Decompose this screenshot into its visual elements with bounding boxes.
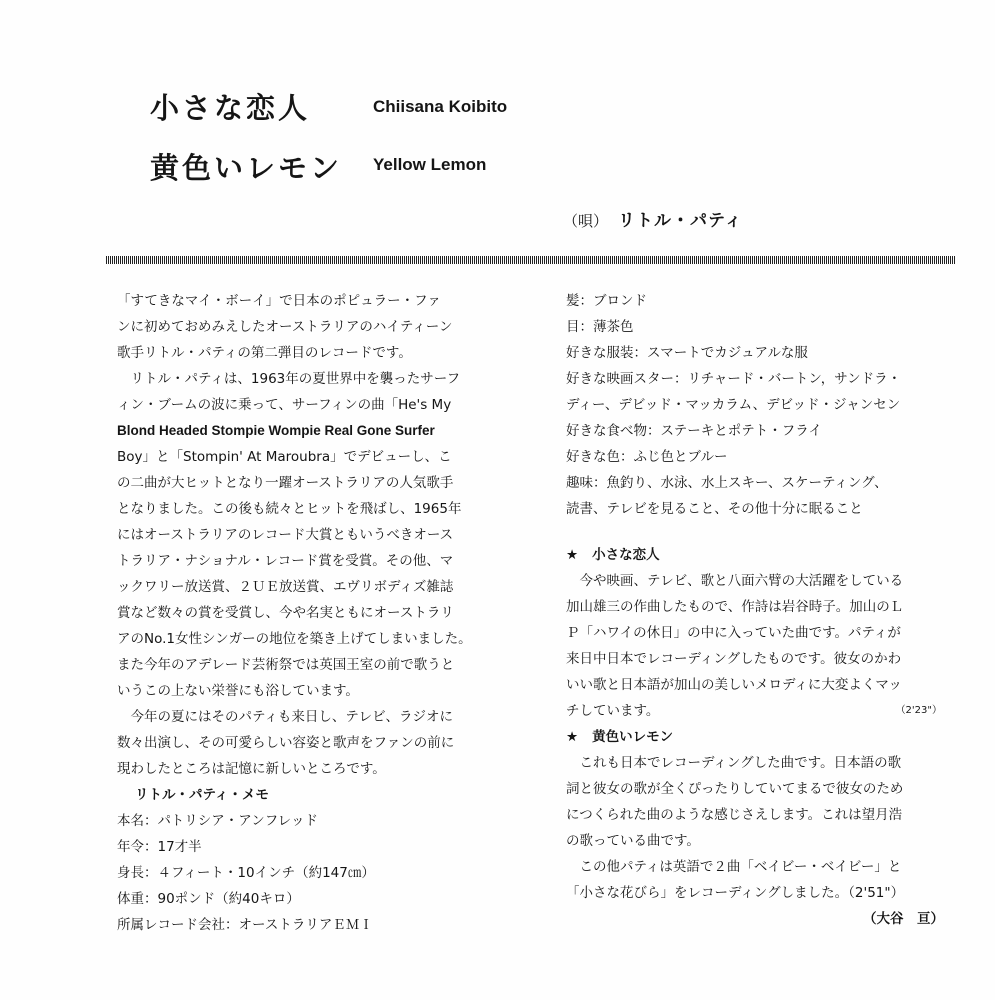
song-1-line: 今や映画、テレビ、歌と八面六臂の大活躍をしている — [566, 573, 904, 589]
text-line: いうこの上ない栄誉にも浴しています。 — [117, 683, 359, 699]
title-2-jp: 黄色いレモン — [150, 151, 343, 185]
song-2-line: 詞と彼女の歌が全くぴったりしていてまるで彼女のため — [566, 781, 904, 797]
song-2-title: 黄色いレモン — [592, 729, 674, 745]
song-1-heading — [566, 542, 956, 568]
song-1-line: 来日中日本でレコーディングしたものです。彼女のかわ — [566, 651, 902, 667]
song-2-line: の歌っている曲です。 — [566, 833, 700, 849]
text-line: にはオーストラリアのレコード大賞ともいうべきオース — [117, 527, 454, 543]
profile-line: 趣味：魚釣り、水泳、水上スキー、スケーティング、 — [566, 475, 888, 491]
song-1-line: 加山雄三の作曲したもので、作詩は岩谷時子。加山のＬ — [566, 599, 904, 615]
text-line: 賞など数々の賞を受賞し、今や名実ともにオーストラリ — [117, 605, 454, 621]
song-1-line: チしています。 — [566, 703, 660, 719]
star-icon: ★ — [566, 547, 579, 563]
song-1-line: Ｐ「ハワイの休日」の中に入っていた曲です。パティが — [566, 625, 901, 641]
memo-line: 年令：17才半 — [117, 839, 202, 855]
text-line: 現わしたところは記憶に新しいところです。 — [117, 761, 386, 777]
song-2-line: 「小さな花びら」をレコーディングしました。（2'51"） — [566, 885, 905, 901]
text-line: Blond Headed Stompie Wompie Real Gone Surfer — [117, 423, 435, 438]
title-1-jp: 小さな恋人 — [150, 91, 311, 125]
song-1-title: 小さな恋人 — [592, 547, 660, 563]
title-2-en: Yellow Lemon — [373, 155, 487, 174]
text-line: アのNo.1女性シンガーの地位を築き上げてしまいました。 — [117, 631, 472, 647]
song-1-last-line — [566, 698, 956, 724]
memo-line: 体重：90ポンド（約40キロ） — [117, 891, 300, 907]
title-1-en: Chiisana Koibito — [373, 97, 508, 116]
song-1-line: いい歌と日本語が加山の美しいメロディに大変よくマッ — [566, 677, 902, 693]
profile-line: 目：薄茶色 — [566, 319, 634, 335]
singer-credit — [563, 206, 743, 231]
profile-line: 髪：ブロンド — [566, 293, 647, 309]
text-line: ックワリー放送賞、２ＵＥ放送賞、エヴリボディズ雑誌 — [117, 579, 454, 595]
singer-name: リトル・パティ — [618, 211, 743, 231]
profile-line: 好きな映画スター：リチャード・バートン，サンドラ・ — [566, 371, 902, 387]
star-icon: ★ — [566, 729, 579, 745]
memo-title: リトル・パティ・メモ — [135, 787, 269, 803]
text-line: の二曲が大ヒットとなり一躍オーストラリアの人気歌手 — [117, 475, 454, 491]
song-2-line: この他パティは英語で２曲「ベイビー・ベイビー」と — [566, 859, 902, 875]
text-line: ンに初めておめみえしたオーストラリアのハイティーン — [117, 319, 453, 335]
profile-line: 好きな色：ふじ色とブルー — [566, 449, 728, 465]
profile-line: 好きな食べ物：ステーキとポテト・フライ — [566, 423, 822, 439]
text-line: また今年のアデレード芸術祭では英国王室の前で歌うと — [117, 657, 455, 673]
text-line: となりました。この後も続々とヒットを飛ばし、1965年 — [117, 501, 462, 517]
left-column — [117, 288, 499, 938]
text-line: Boy」と「Stompin' At Maroubra」でデビューし、こ — [117, 449, 452, 465]
profile-line: ディー、デビッド・マッカラム、デビッド・ジャンセン — [566, 397, 901, 413]
text-line: 数々出演し、その可愛らしい容姿と歌声をファンの前に — [117, 735, 455, 751]
author-credit: （大谷 亘） — [863, 911, 944, 927]
memo-line: 身長：４フィート・10インチ（約147㎝） — [117, 865, 375, 881]
singer-label: （唄） — [563, 212, 609, 230]
text-line: 歌手リトル・パティの第二弾目のレコードです。 — [117, 345, 412, 361]
text-line: 今年の夏にはそのパティも来日し、テレビ、ラジオに — [117, 709, 454, 725]
divider-rule — [106, 256, 956, 264]
song-1-duration: （2'23"） — [895, 705, 942, 716]
text-line: トラリア・ナショナル・レコード賞を受賞。その他、マ — [117, 553, 454, 569]
song-2-heading — [566, 724, 956, 750]
memo-line: 所属レコード会社：オーストラリアＥＭＩ — [117, 917, 373, 933]
memo-line: 本名：パトリシア・アンフレッド — [117, 813, 319, 829]
profile-line: 読書、テレビを見ること、その他十分に眠ること — [566, 501, 863, 517]
song-2-line: これも日本でレコーディングした曲です。日本語の歌 — [566, 755, 902, 771]
text-line: 「すてきなマイ・ボーイ」で日本のポピュラー・ファ — [117, 293, 441, 309]
text-line: ィン・ブームの波に乗って、サーフィンの曲「He's My — [117, 397, 452, 413]
right-column — [566, 288, 956, 932]
profile-line: 好きな服装：スマートでカジュアルな服 — [566, 345, 808, 361]
text-line: リトル・パティは、1963年の夏世界中を襲ったサーフ — [117, 371, 461, 387]
song-2-line: につくられた曲のような感じさえします。これは望月浩 — [566, 807, 903, 823]
